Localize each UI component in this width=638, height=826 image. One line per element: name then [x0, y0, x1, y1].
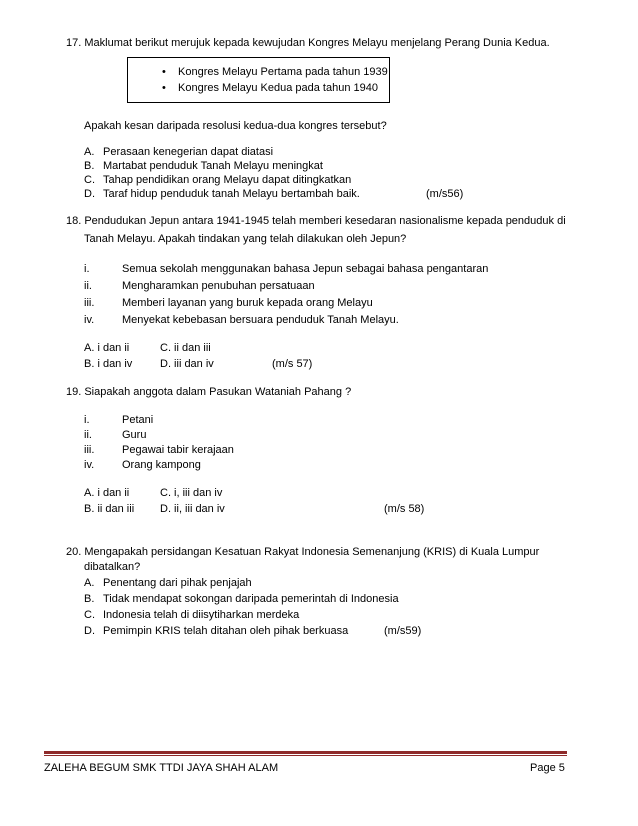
- q17-page-ref: (m/s56): [426, 188, 464, 200]
- q19-option-d: D. ii, iii dan iv: [160, 503, 225, 515]
- q19-item-text: Guru: [122, 429, 147, 441]
- q17-option-letter: B.: [84, 160, 95, 172]
- q17-bullet-2: Kongres Melayu Kedua pada tahun 1940: [178, 82, 378, 94]
- q20-option-letter: D.: [84, 625, 95, 637]
- q18-option-c: C. ii dan iii: [160, 342, 211, 354]
- q19-option-c: C. i, iii dan iv: [160, 487, 223, 499]
- q17-option-letter: A.: [84, 146, 95, 158]
- q17-option-letter: C.: [84, 174, 95, 186]
- q18-item-text: Mengharamkan penubuhan persatuaan: [122, 280, 315, 292]
- q17-option-text: Perasaan kenegerian dapat diatasi: [103, 146, 274, 158]
- q17-question: Apakah kesan daripada resolusi kedua-dua kongres tersebut?: [84, 120, 387, 132]
- q18-item-text: Memberi layanan yang buruk kepada orang Melayu: [122, 297, 373, 309]
- bullet-icon: •: [162, 66, 166, 78]
- q18-item-text: Semua sekolah menggunakan bahasa Jepun sebagai bahasa pengantaran: [122, 263, 489, 275]
- q19-item-text: Pegawai tabir kerajaan: [122, 444, 234, 456]
- q20-option-letter: B.: [84, 593, 95, 605]
- q18-item-number: i.: [84, 263, 90, 275]
- q18-option-a: A. i dan ii: [84, 342, 130, 354]
- footer-rule: [44, 751, 567, 754]
- q18-option-d: D. iii dan iv: [160, 358, 214, 370]
- q17-option-text: Taraf hidup penduduk tanah Melayu bertambah baik.: [103, 188, 360, 200]
- q18-item-number: iv.: [84, 314, 95, 326]
- q17-option-letter: D.: [84, 188, 95, 200]
- q18-stem-line-2: Tanah Melayu. Apakah tindakan yang telah dilakukan oleh Jepun?: [84, 233, 407, 245]
- q19-stem: 19. Siapakah anggota dalam Pasukan Wataniah Pahang ?: [66, 386, 352, 398]
- q19-item-number: iv.: [84, 459, 95, 471]
- q19-item-text: Orang kampong: [122, 459, 201, 471]
- q19-option-a: A. i dan ii: [84, 487, 130, 499]
- q18-item-number: ii.: [84, 280, 92, 292]
- q18-item-number: iii.: [84, 297, 95, 309]
- q20-option-text: Pemimpin KRIS telah ditahan oleh pihak berkuasa: [103, 625, 349, 637]
- q17-option-text: Tahap pendidikan orang Melayu dapat ditingkatkan: [103, 174, 352, 186]
- q20-option-letter: A.: [84, 577, 95, 589]
- q18-stem-line-1: 18. Pendudukan Jepun antara 1941-1945 telah memberi kesedaran nasionalisme kepada penduduk di: [66, 215, 566, 227]
- footer-school-name: ZALEHA BEGUM SMK TTDI JAYA SHAH ALAM: [44, 762, 279, 774]
- q20-stem-line-1: 20. Mengapakah persidangan Kesatuan Rakyat Indonesia Semenanjung (KRIS) di Kuala Lumpur: [66, 546, 540, 558]
- bullet-icon: •: [162, 82, 166, 94]
- q18-page-ref: (m/s 57): [272, 358, 313, 370]
- q19-item-text: Petani: [122, 414, 154, 426]
- q20-option-text: Indonesia telah di diisytiharkan merdeka: [103, 609, 300, 621]
- q17-bullet-1: Kongres Melayu Pertama pada tahun 1939: [178, 66, 388, 78]
- q20-option-text: Tidak mendapat sokongan daripada pemerintah di Indonesia: [103, 593, 399, 605]
- q18-item-text: Menyekat kebebasan bersuara penduduk Tanah Melayu.: [122, 314, 399, 326]
- q20-stem-line-2: dibatalkan?: [84, 561, 141, 573]
- q19-item-number: ii.: [84, 429, 92, 441]
- q17-info-box: [127, 57, 390, 103]
- footer-page-number: Page 5: [530, 762, 565, 774]
- q18-option-b: B. i dan iv: [84, 358, 133, 370]
- q20-page-ref: (m/s59): [384, 625, 422, 637]
- q17-stem: 17. Maklumat berikut merujuk kepada kewujudan Kongres Melayu menjelang Perang Dunia Kedua.: [66, 37, 550, 49]
- q20-option-letter: C.: [84, 609, 95, 621]
- q17-option-text: Martabat penduduk Tanah Melayu meningkat: [103, 160, 323, 172]
- q19-page-ref: (m/s 58): [384, 503, 425, 515]
- q19-item-number: i.: [84, 414, 90, 426]
- q19-option-b: B. ii dan iii: [84, 503, 135, 515]
- footer-rule-thin: [44, 755, 567, 756]
- q20-option-text: Penentang dari pihak penjajah: [103, 577, 252, 589]
- q19-item-number: iii.: [84, 444, 95, 456]
